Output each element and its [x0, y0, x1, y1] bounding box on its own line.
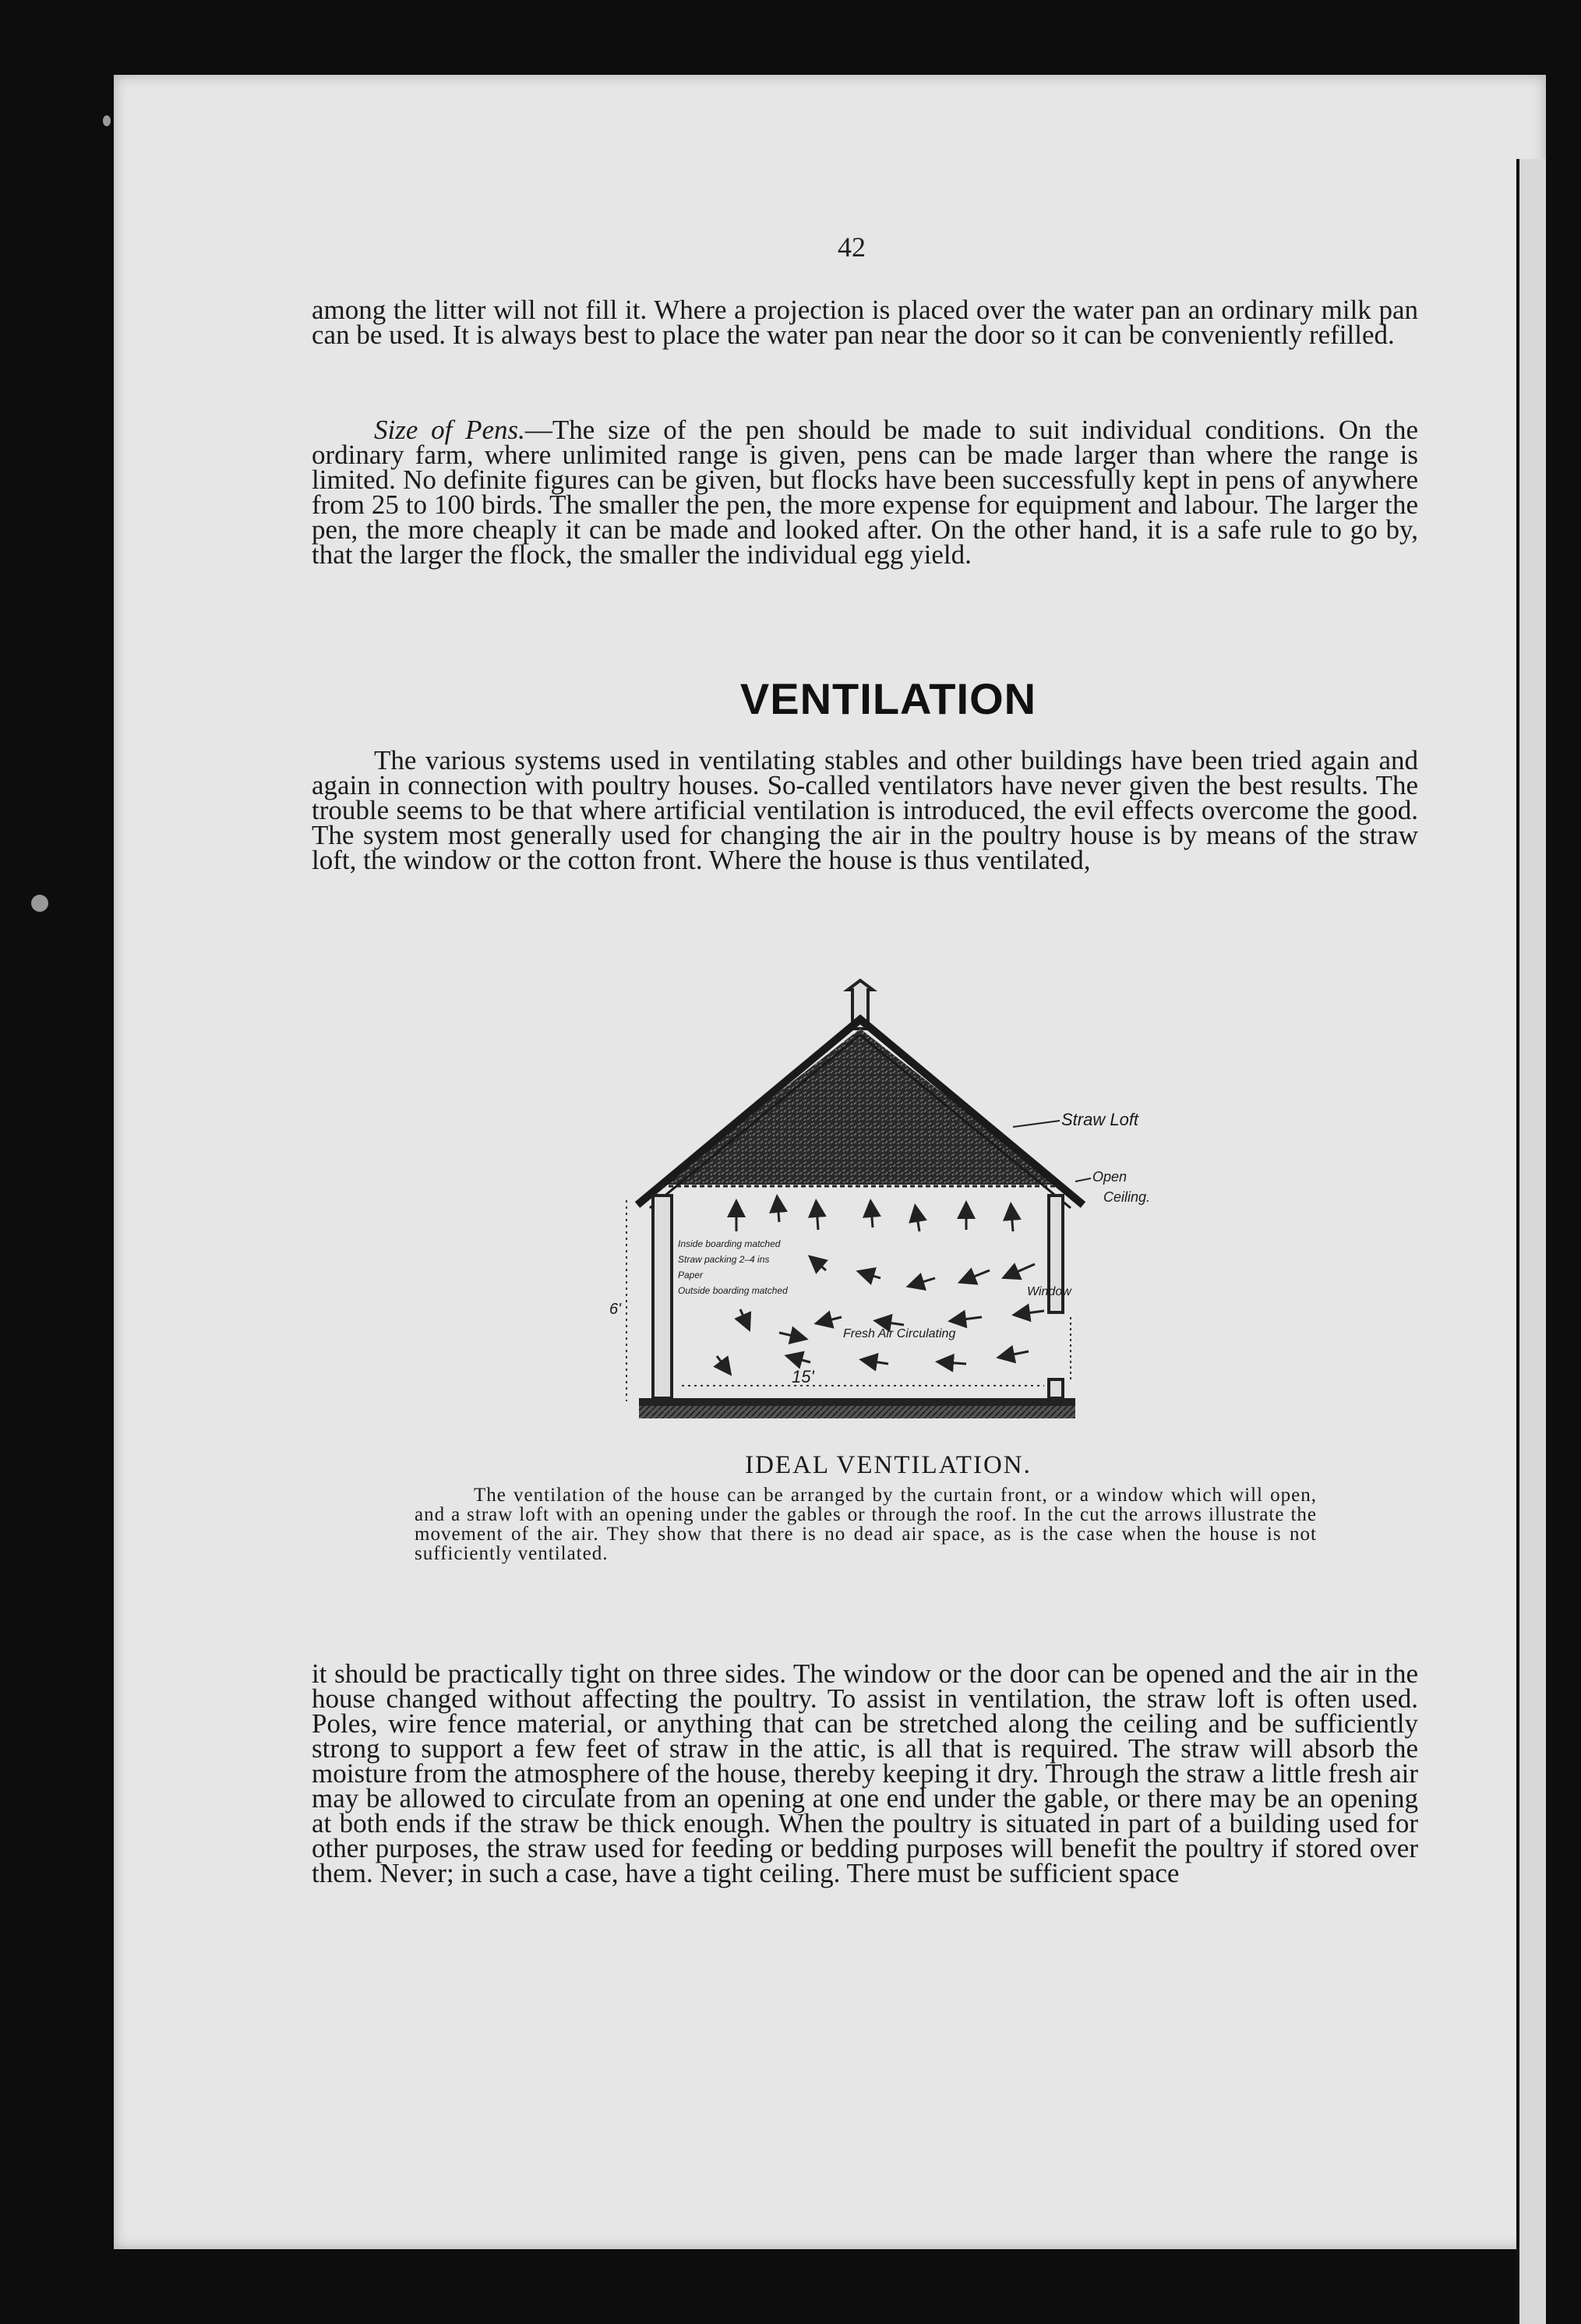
poultry-house-illustration [545, 974, 1216, 1434]
label-wall-2: Straw packing 2–4 ins [678, 1254, 770, 1265]
scan-speck [103, 115, 111, 126]
label-straw-loft: Straw Loft [1061, 1110, 1139, 1129]
label-open: Open [1092, 1169, 1128, 1185]
paragraph-size-of-pens [312, 415, 1418, 570]
page-gutter [1516, 159, 1546, 2324]
ground [639, 1406, 1075, 1418]
right-wall-base [1049, 1379, 1063, 1398]
paragraph-text: —The size of the pen should be made to suit individual conditions. On the ordinary farm, where unlimited range is given, pens can be made larger than where the range is limited. No definite figures can be given, but flocks have been successfully kept in pens of anywhere from 25 to 100 birds. The smaller the pen, the more expense for equipment and labour. The larger the pen, the more cheaply it can be made and looked after. On the other hand, it is a safe rule to go by, that the larger the flock, the smaller the individual egg yield. [312, 415, 1418, 570]
label-wall-1: Inside boarding matched [678, 1238, 781, 1249]
left-wall [653, 1196, 672, 1398]
section-heading: VENTILATION [739, 674, 1037, 723]
label-ceiling: Ceiling. [1103, 1189, 1151, 1205]
straw-loft [661, 1029, 1060, 1185]
label-height: 6' [609, 1301, 621, 1318]
figure-caption-body: The ventilation of the house can be arranged by the curtain front, or a window which will open, and a straw loft with an opening under the gables or through the roof. In the cut the arrows illustrate the movement of the air. They show that there is no dead air space, as is the case when the house is not sufficiently ventilated. [415, 1485, 1317, 1564]
paragraph-ventilation-continued: it should be practically tight on three sides. The window or the door can be opened and the air in the house changed without affecting the poultry. To assist in ventilation, the straw loft is often used. Poles, wire fence material, or anything that can be stretched along the ceiling and be sufficiently strong to support a few feet of straw in the attic, is all that is required. The straw will absorb the moisture from the atmosphere of the house, thereby keeping it dry. Through the straw a little fresh air may be allowed to circulate from an opening at one end under the gable, or there may be an opening at both ends if the straw be thick enough. When the poultry is situated in part of a building used for other purposes, the straw used for feeding or bedding purposes will benefit the poultry if stored over them. Never; in such a case, have a tight ceiling. There must be sufficient space [312, 1658, 1418, 1888]
label-wall-4: Outside boarding matched [678, 1285, 788, 1296]
label-width: 15' [792, 1367, 814, 1386]
figure-caption-title: IDEAL VENTILATION. [745, 1451, 1032, 1479]
label-wall-3: Paper [678, 1270, 704, 1280]
paragraph-ventilation-intro: The various systems used in ventilating stables and other buildings have been tried again and again in connection with poultry houses. So-called ventilators have never given the best results. The trouble seems to be that where artificial ventilation is introduced, the evil effects overcome the good. The system most generally used for changing the air in the poultry house is by means of the straw loft, the window or the cotton front. Where the house is thus ventilated, [312, 745, 1418, 875]
label-fresh-air: Fresh Air Circulating [843, 1327, 956, 1340]
page-number: 42 [838, 231, 866, 263]
run-in-heading: Size of Pens. [374, 415, 525, 445]
floor [639, 1398, 1075, 1406]
paragraph-water-pan: among the litter will not fill it. Where a projection is placed over the water pan an ordinary milk pan can be used. It is always best to place the water pan near the door so it can be conveniently refilled. [312, 295, 1418, 350]
label-window: Window [1027, 1285, 1071, 1298]
scan-speck [31, 895, 48, 912]
ventilation-diagram [545, 974, 1216, 1434]
